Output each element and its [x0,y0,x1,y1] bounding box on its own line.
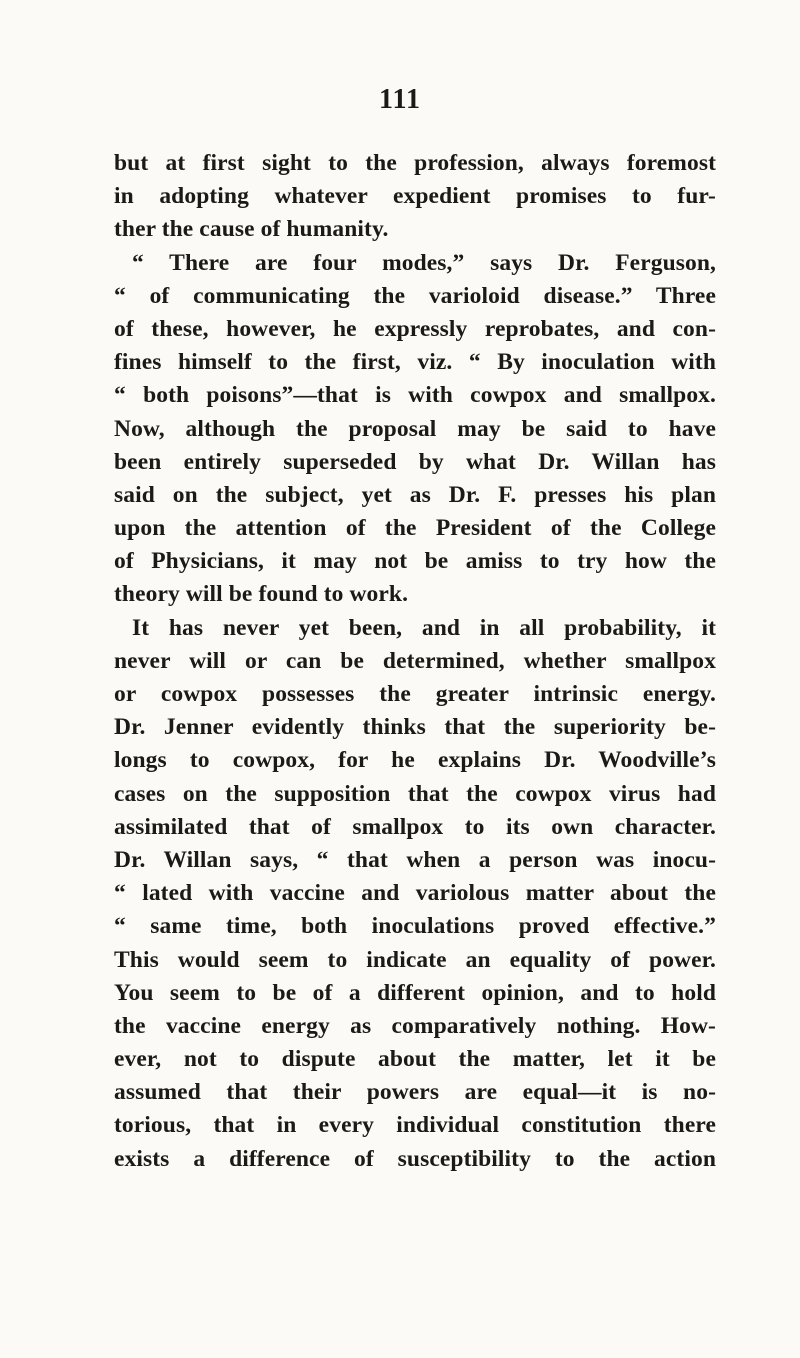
text-line: “ same time, both inoculations proved effective.” [114,913,716,940]
text-line: longs to cowpox, for he explains Dr. Woodville’s [114,747,716,774]
text-line: or cowpox possesses the greater intrinsic energy. [114,681,716,707]
page-number: 111 [379,84,421,115]
text-line: cases on the supposition that the cowpox virus had [114,780,716,807]
text-line: in adopting whatever expedient promises to fur- [114,183,716,210]
text-line: torious, that in every individual constitution there [114,1112,716,1139]
text-line: “ lated with vaccine and variolous matter about the [114,880,716,907]
text-line: Dr. Jenner evidently thinks that the superiority be- [114,714,716,741]
text-line: upon the attention of the President of the College [114,515,716,542]
text-line: assumed that their powers are equal—it is no- [114,1079,716,1106]
text-line: Dr. Willan says, “ that when a person was inocu- [114,846,716,873]
text-line: ever, not to dispute about the matter, let it be [114,1046,716,1073]
text-line: of Physicians, it may not be amiss to try how the [114,548,716,575]
text-line: It has never yet been, and in all probability, it [132,614,716,641]
text-line: but at first sight to the profession, always foremost [114,150,716,176]
text-line: You seem to be of a different opinion, and to hold [114,979,716,1006]
text-line: of these, however, he expressly reprobates, and con- [114,315,716,342]
text-line: fines himself to the first, viz. “ By inoculation with [114,349,716,376]
text-line: theory will be found to work. [114,581,409,608]
text-line: the vaccine energy as comparatively nothing. How- [114,1012,716,1039]
text-line: been entirely superseded by what Dr. Willan has [114,448,716,475]
text-line: assimilated that of smallpox to its own character. [114,813,716,840]
text-line: “ both poisons”—that is with cowpox and smallpox. [114,382,716,409]
text-line: “ There are four modes,” says Dr. Ferguson, [132,249,716,276]
text-line: never will or can be determined, whether smallpox [114,647,716,674]
text-line: Now, although the proposal may be said to have [114,415,716,442]
text-line: “ of communicating the varioloid disease.” Three [114,282,716,309]
text-line: exists a difference of susceptibility to the action [114,1145,716,1172]
text-line: This would seem to indicate an equality of power. [114,946,716,973]
text-line: said on the subject, yet as Dr. F. presses his plan [114,481,716,508]
text-line: ther the cause of humanity. [114,216,389,243]
body-text [114,147,716,1176]
